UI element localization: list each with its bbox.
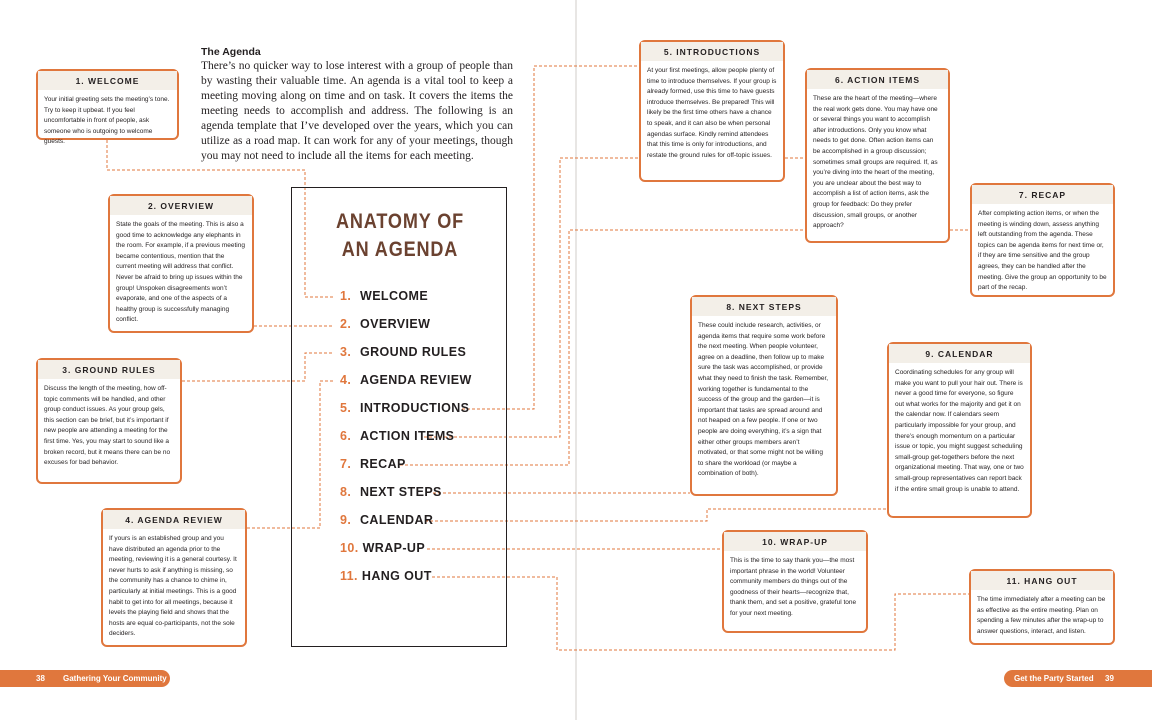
agenda-item-overview <box>340 317 430 337</box>
card-title: 8. NEXT STEPS <box>692 297 836 316</box>
agenda-item-number: 11. <box>340 569 358 583</box>
anatomy-of-agenda-panel <box>291 187 507 647</box>
panel-title <box>307 208 493 264</box>
card-ground-rules <box>36 358 182 484</box>
agenda-item-next-steps <box>340 485 442 505</box>
agenda-item-number: 1. <box>340 289 352 303</box>
card-wrap-up <box>722 530 868 633</box>
card-action-items <box>805 68 950 243</box>
card-title: 5. INTRODUCTIONS <box>641 42 783 61</box>
card-agenda-review <box>101 508 247 647</box>
agenda-item-number: 4. <box>340 373 352 387</box>
agenda-item-number: 3. <box>340 345 352 359</box>
card-title: 6. ACTION ITEMS <box>807 70 948 89</box>
agenda-item-number: 5. <box>340 401 352 415</box>
panel-title-line-1: ANATOMY OF <box>335 210 465 233</box>
agenda-item-label: ACTION ITEMS <box>360 429 455 443</box>
section-title-left: Gathering Your Community <box>63 674 167 683</box>
intro-heading: The Agenda <box>201 46 261 58</box>
card-body: After completing action items, or when the meeting is winding down, assess anything left outstanding from the agenda. These topics can be agenda items for next time or, if they are time sensitive and the group agrees, they can be handled after the meeting. Give the group an opportunity to be part of the recap. <box>978 210 1107 292</box>
card-overview <box>108 194 254 333</box>
agenda-item-label: NEXT STEPS <box>360 485 442 499</box>
card-body: These are the heart of the meeting—where the real work gets done. You may have one or several things you want to accomplish after introductions. Only you know what needs to get done. Often action items can be accomplished in a group discussion; sometimes small groups are required. If, as you’re diving into the heart of the meeting, you are unclear about the best way to accomplish a list of action items, ask the group for feedback: Do they prefer discussion, small groups, or another approach? <box>813 95 938 230</box>
card-title: 9. CALENDAR <box>889 344 1030 363</box>
agenda-item-label: OVERVIEW <box>360 317 431 331</box>
card-body: If yours is an established group and you have distributed an agenda prior to the meeting, reviewing it is a general courtesy. It never hurts to ask if anything is missing, so the community has a chance to chime in, particularly at initial meetings. This is a good habit to get into for all meetings, because it levels the playing field and shows that the hosts are equal co-participants, not the sole deciders. <box>109 535 237 638</box>
agenda-item-label: GROUND RULES <box>360 345 467 359</box>
card-body: At your first meetings, allow people plenty of time to introduce themselves. If your group is already formed, use this time to have guests introduce themselves. Be prepared! This will likely be the first time others have a chance to speak, and it can also be when personal agendas surface. Kindly remind attendees that this time is only for introductions, and restate the ground rules for off-topic issues. <box>647 67 777 159</box>
agenda-item-number: 9. <box>340 513 352 527</box>
agenda-item-welcome <box>340 289 428 309</box>
page-number-right: 39 <box>1105 674 1114 683</box>
card-calendar <box>887 342 1032 518</box>
card-body: Discuss the length of the meeting, how off-topic comments will be handled, and other group conduct issues. As your group gels, this section can be brief, but it’s important if new people are attending a meeting for the first time. Yes, you may start to sound like a broken record, but it means there can be no excuses for bad behavior. <box>44 385 171 467</box>
agenda-item-number: 7. <box>340 457 352 471</box>
card-body: This is the time to say thank you—the most important phrase in the world! Volunteer community members do things out of the goodness of their hearts—recognize that, thank them, and set a positive, grateful tone for your next meeting. <box>730 557 857 617</box>
page-number-left: 38 <box>36 674 45 683</box>
agenda-item-calendar <box>340 513 433 533</box>
card-title: 2. OVERVIEW <box>110 196 252 215</box>
agenda-item-action-items <box>340 429 454 449</box>
card-body: Your initial greeting sets the meeting’s tone. Try to keep it upbeat. If you feel uncomfortable in front of people, ask someone who is outgoing to welcome guests. <box>44 96 170 146</box>
footer-right-tab <box>1004 670 1152 687</box>
agenda-intro <box>201 46 513 164</box>
agenda-item-label: RECAP <box>360 457 406 471</box>
agenda-item-label: WRAP-UP <box>362 541 426 555</box>
card-introductions <box>639 40 785 182</box>
agenda-item-agenda-review <box>340 373 472 393</box>
agenda-item-number: 6. <box>340 429 352 443</box>
agenda-item-label: INTRODUCTIONS <box>360 401 470 415</box>
card-title: 1. WELCOME <box>38 71 177 90</box>
agenda-item-hang-out <box>340 569 432 589</box>
intro-paragraph: There’s no quicker way to lose interest with a group of people than by wasting their valuable time. An agenda is a vital tool to keep a meeting moving along on time and on task. It covers the items the meeting needs to accomplish and address. The following is an agenda template that I’ve developed over the years, which you can utilize as a road map. It can work for any of your meetings, though you may not need to include all the items for each meeting. <box>201 60 513 162</box>
connector-hang-out <box>432 577 969 650</box>
agenda-item-number: 2. <box>340 317 352 331</box>
card-next-steps <box>690 295 838 496</box>
agenda-item-ground-rules <box>340 345 466 365</box>
panel-title-line-2: AN AGENDA <box>341 238 459 261</box>
agenda-item-label: CALENDAR <box>360 513 434 527</box>
footer-left-tab <box>0 670 170 687</box>
card-title: 3. GROUND RULES <box>38 360 180 379</box>
agenda-item-label: HANG OUT <box>361 569 432 583</box>
agenda-item-recap <box>340 457 406 477</box>
card-recap <box>970 183 1115 297</box>
card-body: The time immediately after a meeting can be as effective as the entire meeting. Plan on spending a few minutes after the wrap-up to answer questions, interact, and listen. <box>977 596 1106 635</box>
agenda-item-wrap-up <box>340 541 425 561</box>
card-welcome <box>36 69 179 146</box>
agenda-item-number: 10. <box>340 541 359 555</box>
agenda-item-label: WELCOME <box>360 289 429 303</box>
card-title: 4. AGENDA REVIEW <box>103 510 245 529</box>
agenda-item-number: 8. <box>340 485 352 499</box>
agenda-item-introductions <box>340 401 469 421</box>
card-body: Coordinating schedules for any group will make you want to pull your hair out. There is never a good time for everyone, so figure out what works for the majority and get it on the calendar now. If calendars seem particularly impossible for your group, and there’s enough momentum on a particular issue or topic, you might suggest scheduling small-group get-togethers before the next organizational meeting. That way, one or two small-group representatives can report back if the entire small group is unable to attend. <box>895 369 1024 493</box>
section-title-right: Get the Party Started <box>1014 674 1094 683</box>
card-body: State the goals of the meeting. This is also a good time to acknowledge any elephants in the room. For example, if a previous meeting became contentious, mention that the current meeting will address that conflict. Never be afraid to bring up issues within the group! Unspoken disagreements won’t evaporate, and one of the aspects of a healthy group is successfully managing conflict. <box>116 221 245 324</box>
card-title: 7. RECAP <box>972 185 1113 204</box>
card-hang-out <box>969 569 1115 645</box>
card-title: 10. WRAP-UP <box>724 532 866 551</box>
card-title: 11. HANG OUT <box>971 571 1113 590</box>
card-body: These could include research, activities, or agenda items that require some work before the next meeting. When people volunteer, agree on a deadline, then follow up to make sure the task was accomplished, or provide what they need to finish the task. Remember, working together is fundamental to the success of the group and the garden—it is important that tasks are spread around and not heaped on a few people. If one or two people are doing everything, it’s a sign that either other groups members aren’t motivated, or that some might not be willing to share the workload (or maybe a combination of both). <box>698 322 829 478</box>
agenda-item-label: AGENDA REVIEW <box>360 373 472 387</box>
